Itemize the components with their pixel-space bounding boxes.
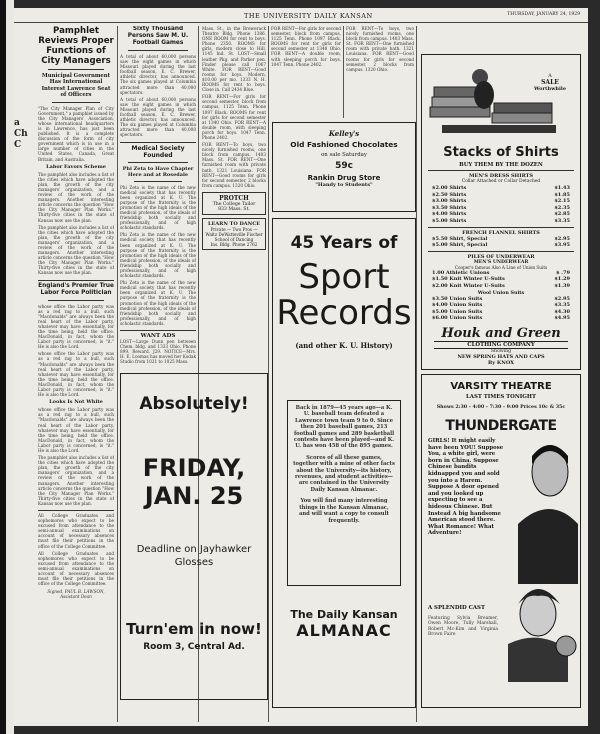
jayhawker-ad bbox=[120, 373, 268, 700]
sport-records-ad bbox=[272, 218, 416, 708]
houk-green-ad bbox=[421, 54, 581, 370]
underwear-subheading: MEN'S UNDERWEAR bbox=[473, 259, 529, 265]
showing-label: Showing bbox=[490, 348, 512, 354]
price-row bbox=[422, 211, 580, 218]
column-2 bbox=[120, 26, 196, 386]
want-ads-body: LOST—Large Dunn pen between Chem. bldg. and 1333 Ohio. Phone 899. Reward. J29. NOTICE—Mrs. H. E. Loomas has moved her Kodak Studio from 1021 to 1025 Mass. bbox=[120, 339, 196, 365]
wool-price-list bbox=[422, 296, 580, 322]
brand-name: Kelley's bbox=[328, 129, 360, 138]
call-to-action: Turn'em in now! bbox=[126, 620, 262, 638]
scan-edge bbox=[6, 0, 14, 734]
price-item-value: $3.35 bbox=[554, 302, 570, 309]
dance-title: LEARN TO DANCE bbox=[207, 220, 261, 227]
price-row bbox=[422, 296, 580, 303]
price-item-value: $3.95 bbox=[554, 242, 570, 249]
price-item-label: $4.00 Shirts bbox=[432, 211, 467, 218]
article-body-3c: whose office the Labor party was as a red rag to a bull, such "Macdonalds" are always been the real heart of the Labor party, whatever may have essentially, for the time being, held the office. MacDonald, in fact, whom the Labor party is concerned, is "it." He is also the Lord. bbox=[38, 407, 114, 453]
price-item-label: $2.50 Shirts bbox=[432, 191, 467, 198]
deadline-line-2: Glosses bbox=[174, 557, 214, 568]
location: Room 3, Central Ad. bbox=[143, 642, 245, 652]
theatre-name: VARSITY THEATRE bbox=[450, 381, 552, 392]
sale-worthwhile: Worthwhile bbox=[533, 86, 566, 92]
headline-line-1: 45 Years of bbox=[290, 233, 398, 253]
headline: Absolutely! bbox=[139, 394, 249, 414]
price-item-value: $2.95 bbox=[554, 235, 570, 242]
movie-feature: A SPLENDID CAST bbox=[428, 605, 485, 611]
article-body-b: A total of about 60,000 persons saw the eight games in which Missouri played during the last football season, E. C. Brewer, athletic director, has announced. The six games played at Columbia attracted more than 40,000 spectators. bbox=[120, 96, 196, 138]
shirts-subtitle: BUY THEM BY THE DOZEN bbox=[459, 162, 543, 168]
flannel-price-list bbox=[422, 236, 580, 249]
price-row bbox=[422, 236, 580, 243]
price-item-label: $5.00 Shirts bbox=[432, 217, 467, 224]
theatre-sub: LAST TIMES TONIGHT bbox=[466, 394, 536, 400]
column-1 bbox=[38, 26, 114, 722]
classifieds-body: FOR RENT—For girls for second semester, block from campus, 1125 Tenn. Phone 1097 Black. ROOMS for rent for girls for second semester at 1340 Ohio. FOR RENT—A double room, with sleeping porch for boys. 1047 Tenn. Phone 2402. bbox=[271, 26, 341, 67]
article-body-2b: The pamphlet also includes a list of the cities which have adopted the plan, the growth of the city managers' organization, and a review of the work of the managers. Another interesting article concerns the question "How the City Manager Plan Works." Thirty-five cities in the state of Kansas now use the plan. bbox=[38, 224, 114, 276]
store-name: Rankin Drug Store bbox=[307, 174, 381, 182]
records-para-2: Scores of all these games, together with a mine of other facts about the University—its history, revenues, and student activities—are contained in the University Daily Kansan Almanac. bbox=[293, 454, 395, 493]
almanac-line-1: The Daily Kansan bbox=[290, 608, 398, 621]
price-item-label: $5.00 Union Suits bbox=[432, 308, 483, 315]
dance-ad bbox=[202, 218, 266, 250]
price-row bbox=[422, 205, 580, 212]
underwear-heading: PILES OF UNDERWEAR bbox=[467, 253, 535, 260]
underwear-price-list bbox=[422, 270, 580, 290]
price-row bbox=[422, 309, 580, 316]
newspaper-page bbox=[14, 8, 588, 726]
column-rule bbox=[416, 26, 417, 722]
price-row bbox=[422, 270, 580, 277]
price-row bbox=[422, 218, 580, 225]
movie-cast: Featuring Sylvia Breamer, Owen Moore, Tully Marshall, Robert Mc-Kim and Virginia Brown Faire bbox=[428, 616, 498, 638]
price-item-value: $2.15 bbox=[554, 198, 570, 205]
varsity-theatre-ad bbox=[421, 374, 581, 708]
price-item-value: $1.39 bbox=[554, 282, 570, 289]
article-headline: Sixty Thousand Persons Saw M. U. Football Games bbox=[127, 26, 189, 46]
store-slogan: "Handy to Students" bbox=[315, 182, 373, 188]
sale-day: on sale Saturday bbox=[321, 152, 367, 158]
price-item-label: $2.00 Shirts bbox=[432, 185, 467, 191]
article-body: "The City Manager Plan of City Government," a pamphlet issued by the City Managers' Association, whose international headquarters is in Lawrence, has just been published. It is a complete discussion of the form of city government which is in use in a large number of cities in the United States, Canada, Great Britain, and Australia. bbox=[38, 105, 114, 162]
tailor-line: The College Tailor bbox=[212, 201, 256, 207]
deadline-line-1: Deadline on Jayhawker bbox=[136, 544, 252, 555]
dress-heading: MEN'S DRESS SHIRTS bbox=[468, 173, 534, 179]
price-item-label: $3.50 Shirts bbox=[432, 204, 467, 211]
column-rule bbox=[268, 26, 269, 722]
movie-illustration bbox=[508, 434, 578, 682]
chocolates-ad bbox=[272, 122, 416, 212]
price-item-value: $1.29 bbox=[554, 276, 570, 283]
column-3 bbox=[202, 26, 266, 376]
price-item-label: $2.00 Knit Winter U-Suits bbox=[432, 282, 505, 289]
deadline-date: JAN. 25 bbox=[144, 482, 244, 510]
flannel-heading: FRENCH FLANNEL SHIRTS bbox=[462, 229, 540, 236]
tailor-ad bbox=[202, 192, 266, 215]
price-row bbox=[422, 276, 580, 283]
underwear-line: Cooper's famous Also A Line of Union Suits bbox=[454, 264, 548, 270]
price-item-value: $1.85 bbox=[554, 191, 570, 198]
price-item-label: $3.00 Shirts bbox=[432, 198, 467, 205]
price-item-value: $4.95 bbox=[554, 315, 570, 322]
issue-date: THURSDAY, JANUARY 24, 1929 bbox=[507, 12, 580, 17]
article-body: A total of about 60,000 persons saw the eight games in which Missouri played during the last football season, E. C. Brewer, athletic director, has announced. The six games played at Columbia attracted more than 40,000 spectators. bbox=[120, 54, 196, 95]
store-subtitle: CLOTHING COMPANY bbox=[434, 341, 568, 349]
price-item-label: 1.00 Athletic Unions bbox=[432, 269, 490, 276]
price-item-label: $6.00 Union Suits bbox=[432, 315, 483, 322]
product-line: Old Fashioned Chocolates bbox=[290, 140, 398, 149]
classifieds-body-c: FOR RENT—To boys, two nicely furnished rooms, one block from campus. 1403 Mass. St. FOR RENT—One furnished room with private bath. 1321 Louisiana. FOR RENT—Good rooms for girls for second semester, 2 blocks from campus. 1320 Ohio. bbox=[202, 142, 266, 188]
article-body-3b: whose office the Labor party was as a red rag to a bull, such "Macdonalds" are always been the real heart of the Labor party, whatever may have essentially, for the time being, held the office. MacDonald, in fact, whom the Labor party is concerned, is "it." He is also the Lord. bbox=[38, 351, 114, 398]
column-rule bbox=[343, 26, 344, 118]
price-item-value: $1.43 bbox=[554, 185, 570, 191]
want-ads-heading: WANT ADS bbox=[140, 333, 176, 340]
showtimes: Shows 2:30 - 4:00 - 7:30 - 9:00 Prices 10c & 35c bbox=[436, 404, 566, 410]
price-row bbox=[422, 283, 580, 290]
article-headline-2: Medical Society Founded bbox=[131, 144, 185, 159]
price-row bbox=[422, 192, 580, 199]
price-item-value: $4.30 bbox=[554, 308, 570, 315]
column-4-classifieds bbox=[271, 26, 341, 118]
records-para-1: Back in 1879—45 years ago—a K. U. baseball team defeated a Lawrence town team 9 to 0. Since then 201 baseball games, 213 football games and 289 basketball contests have been played—and K. U. has won 458 of the 895 games. bbox=[293, 405, 395, 450]
article-subhead-2: Labor Favors Scheme bbox=[46, 163, 106, 170]
tailor-name: PROTCH bbox=[219, 194, 249, 202]
cropped-text-fragment: a Ch C bbox=[14, 118, 28, 150]
article-body-3: whose office the Labor party was as a red rag to a bull, such "Macdonalds" are always been the real heart of the Labor party, whatever may have essentially, for the time being, held the office. MacDonald, in fact, whom the Labor party is concerned, is "it." He is also the Lord. bbox=[38, 303, 114, 350]
price-item-label: $1.50 Knit Winter U-Suits bbox=[432, 276, 505, 283]
sale-a: A bbox=[548, 73, 552, 79]
wool-heading: Wool Union Suits bbox=[477, 289, 525, 296]
shirts-title: Stacks of Shirts bbox=[443, 145, 559, 160]
headline-line-3: Records bbox=[276, 293, 412, 333]
price: 59c bbox=[335, 161, 353, 171]
price-row bbox=[422, 185, 580, 192]
dance-line: Private — Two Pros — Waltz DeWatteville Fischer School of Dancing bbox=[205, 226, 263, 242]
dress-price-list bbox=[422, 185, 580, 225]
price-item-value: $3.35 bbox=[554, 217, 570, 224]
article-body-2: Phi Zeta is the name of the new medical society that has recently been organized at K. U. The purpose of the fraternity is the promotion of the high ideals of the medical profession, of the ideals of friendship both socially and professionally, and of high scholastic standards. bbox=[120, 184, 196, 231]
movie-copy: GIRLS! It might easily have been YOU! Suppose You, a white girl, were born in China. Suppose Chinese bandits kidnapped you and sold you into a Harem. Suppose A door opened and you looked up expecting to see a hideous Chinese. But Instead A big handsome American stood there. What Romance! What Adventure! bbox=[428, 438, 504, 537]
records-text-box bbox=[287, 400, 401, 586]
article-body-2: The pamphlet also includes a list of the cities which have adopted the plan, the growth of the city managers' organization, and a review of the work of the managers. Another interesting article concerns the question "How the City Manager Plan Works." Thirty-five cities in the state of Kansas now use the plan. bbox=[38, 171, 114, 223]
hats-line: NEW SPRING HATS AND CAPS bbox=[457, 353, 545, 360]
notice-signature: Signed, PAUL B. LAWSON, Assistant Dean bbox=[47, 589, 105, 600]
headline-line-2: Sport bbox=[298, 257, 390, 297]
article-subhead-3: Looks Is Not White bbox=[49, 399, 103, 406]
article-headline-2: England's Premier True Labor Force Politician bbox=[38, 282, 114, 296]
classifieds-body: Mass. St., in the Brewerack Theatre Bldg. Phone 1386. ONE ROOM for rent to boys. Phone 2350. ROOMS for girls, modern close to Hill, 1145 Ind. St. LOST—Small leather Pkg. and Parker pen. Finder please call 1067 White. FOR RENT—Good rooms for boys. Modern, $10.00 per mo. 1333 N. H. ROOMS for rent to boys. Close in. Call 2434 Blue. bbox=[202, 26, 266, 93]
sale-word: SALE bbox=[541, 79, 559, 86]
classifieds-body: FOR RENT—To boys, two nicely furnished rooms, one block from campus. 1403 Mass. St. FOR RENT—One furnished room with private bath. 1321 Louisiana. FOR RENT—Good rooms for girls for second semester, 2 blocks from campus. 1320 Ohio. bbox=[346, 26, 414, 72]
price-item-label: $3.50 Union Suits bbox=[432, 295, 483, 302]
deadline-day: FRIDAY, bbox=[142, 454, 246, 482]
store-logo: Houk and Green bbox=[441, 325, 561, 341]
column-rule bbox=[117, 26, 118, 722]
column-5-classifieds bbox=[346, 26, 414, 118]
notice-body-b: All College Graduates and sophomores who expect to be excused from attendance to the semi-annual examinations on account of necessary absences must file their petitions in the office of the College Committee. bbox=[38, 550, 114, 587]
price-item-label: $5.00 Shirt, Special bbox=[432, 242, 488, 249]
price-item-label: $5.50 Shirt, Special bbox=[432, 235, 488, 242]
records-para-3: You will find many interesting things in the Kansan Almanac, and will want a copy to consult frequently. bbox=[299, 498, 389, 524]
paper-name: THE UNIVERSITY DAILY KANSAN bbox=[244, 12, 373, 20]
classifieds-body-b: FOR RENT—For girls for second semester, block from campus, 1125 Tenn. Phone 1097 Black. ROOMS for rent for girls for second semester at 1340 Ohio. FOR RENT—A double room, with sleeping porch for boys. 1047 Tenn. Phone 2402. bbox=[202, 94, 266, 140]
price-row bbox=[422, 302, 580, 309]
masthead bbox=[14, 8, 588, 23]
article-headline: Pamphlet Reviews Proper Functions of City Managers bbox=[38, 26, 114, 66]
article-subhead: Municipal Government Has International Interest Lawrence Seat of Officers bbox=[41, 73, 111, 99]
article-body-2b: Phi Zeta is the name of the new medical society that has recently been organized at K. U. The purpose of the fraternity is the promotion of the high ideals of the medical profession, of the ideals of friendship both socially and professionally, and of high scholastic standards. bbox=[120, 232, 196, 279]
movie-ad-body bbox=[422, 434, 580, 684]
tailor-address: 833 Mass. St. bbox=[218, 206, 250, 212]
price-row bbox=[422, 242, 580, 249]
movie-title: THUNDERGATE bbox=[445, 418, 557, 434]
price-row bbox=[422, 198, 580, 205]
almanac-line-2: ALMANAC bbox=[296, 621, 392, 640]
headline-sub: (and other K. U. History) bbox=[295, 341, 393, 350]
sale-label bbox=[534, 73, 566, 92]
notice-body: All College Graduates and sophomores who expect to be excused from attendance to the semi-annual examinations on account of necessary absences must file their petitions in the office of the College Committee. bbox=[38, 513, 114, 549]
dance-address: Ins. Bldg. Phone 2762 bbox=[210, 241, 258, 247]
shirt-stack-illustration bbox=[422, 55, 580, 145]
price-item-label: $4.00 Union Suits bbox=[432, 302, 483, 309]
knox-line: By KNOX bbox=[488, 359, 514, 366]
dress-subheading: Collar Attached or Collar Detached bbox=[461, 179, 541, 184]
article-subhead-2: Phi Zeta to Have Chapter Here and at Rosedale bbox=[122, 165, 194, 178]
sale-illustration bbox=[422, 55, 580, 145]
price-item-value: $ .79 bbox=[556, 269, 570, 276]
price-item-value: $2.95 bbox=[554, 295, 570, 302]
price-item-value: $2.35 bbox=[554, 204, 570, 211]
price-item-value: $2.85 bbox=[554, 211, 570, 218]
price-row bbox=[422, 315, 580, 322]
article-body-3d: The pamphlet also includes a list of the cities which have adopted the plan, the growth of the city managers' organization, and a review of the work of the managers. Another interesting article concerns the question "How the City Manager Plan Works." Thirty-five cities in the state of Kansas now use the plan. bbox=[38, 455, 114, 506]
article-body-2c: Phi Zeta is the name of the new medical society that has recently been organized at K. U. The purpose of the fraternity is the promotion of the high ideals of the medical profession, of the ideals of friendship both socially and professionally, and of high scholastic standards. bbox=[120, 280, 196, 326]
